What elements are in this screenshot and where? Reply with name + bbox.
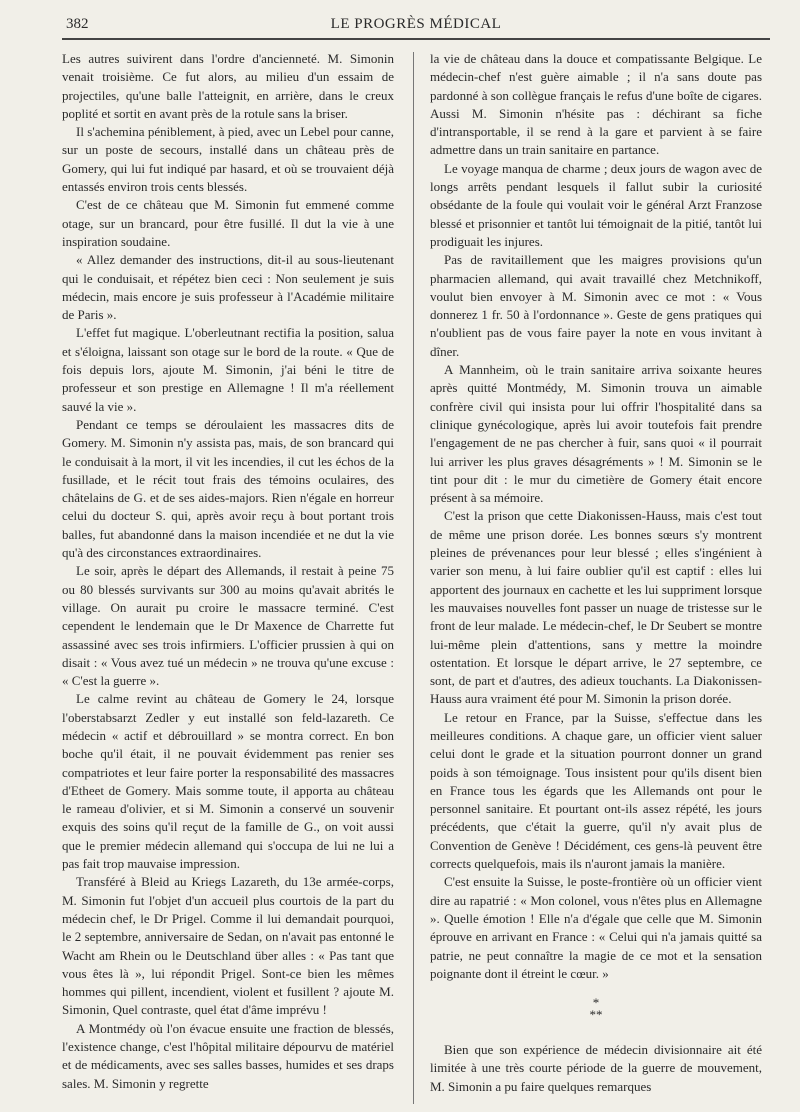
paragraph: « Allez demander des instructions, dit-il au sous-lieutenant qui le conduisait, et répétez bien ceci : Non seulement je suis médecin, mais encore je suis professeur à l'Académie militaire de Paris ». (62, 252, 394, 323)
paragraph: Le calme revint au château de Gomery le 24, lorsque l'oberstabsarzt Zedler y eut installé son feld-lazareth. Ce médecin « actif et débrouillard » se montra correct. En bon boche qu'il était, il ne pouvait évidemment pas renier ses compatriotes et leur faire porter la responsabilité des massacres d'Etheet de Gomery. Mais somme toute, il apporta au château le rameau d'olivier, et si M. Simonin a conservé un souvenir exquis des soins qu'il reçut de la famille de G., on voit aussi que le premier médecin allemand qui s'occupa de lui ne lui a pas fait trop mauvaise impression. (62, 691, 394, 872)
paragraph: Transféré à Bleid au Kriegs Lazareth, du 13e armée-corps, M. Simonin fut l'objet d'un accueil plus courtois de la part du médecin chef, le Dr Prigel. Comme il lui demandait pourquoi, le 2 septembre, anniversaire de Sedan, on n'avait pas entonné le Wacht am Rhein ou le Deutschland über alles : « Pas tant que vous êtes là », lui répondit Prigel. Sont-ce bien les mêmes hommes qui pillent, incendient, violent et fusillent ? ajoute M. Simonin, Quel contraste, quel état d'âme imprévu ! (62, 874, 394, 1018)
paragraph: A Montmédy où l'on évacue ensuite une fraction de blessés, l'existence change, c'est l'hôpital militaire dépourvu de matériel et de médicaments, avec ses salles basses, humides et ses draps sales. M. Simonin y regrette (62, 1020, 394, 1091)
paragraph: A Mannheim, où le train sanitaire arriva soixante heures après quitté Montmédy, M. Simonin trouva un aimable confrère civil qui insista pour lui offrir l'hospitalité dans sa clinique gynécologique, après lui avoir toutefois fait prendre l'engagement de ne pas chercher à fuir, sans quoi « il pourrait lui arriver les plus graves désagréments » ! M. Simonin se le tint pour dit : le mur du cimetière de Gomery était encore présent à sa mémoire. (430, 362, 762, 506)
paragraph: Il s'achemina péniblement, à pied, avec un Lebel pour canne, sur un poste de secours, installé dans un château près de Gomery, qui lui fut indiqué par hasard, et où se trouvaient déjà entassés environ trois cents blessés. (62, 124, 394, 195)
paragraph: Le retour en France, par la Suisse, s'effectue dans les meilleures conditions. A chaque gare, un officier vient saluer celui dont le grade et la situation pourront donner un grand poids à son témoignage. Tous insistent pour qu'ils disent bien en France tous les égards que les Allemands ont pour le personnel sanitaire. Et pourtant ont-ils assez répété, les jours précédents, que c'était la guerre, qu'il n'y avait plus de Convention de Genève ! Décidément, ces gens-là peuvent être corrects quelquefois, mais ils n'auront jamais la manière. (430, 709, 762, 872)
paragraph: C'est la prison que cette Diakonissen-Hauss, mais c'est tout de même une prison dorée. Les bonnes sœurs s'y montrent pleines de prévenances pour leur blessé ; elles s'ingénient à varier son menu, à lui faire oublier qu'il est captif : elles lui apportent des journaux en cachette et les lui suppriment lorsque les mauvaises nouvelles font passer un nuage de tristesse sur le front de leur malade. Le médecin-chef, le Dr Seubert se montre lui-même plein d'attentions, sans y mettre la moindre ostentation. Et lorsque le départ arrive, le 27 septembre, ce sont, de part et d'autres, des adieux touchants. La Diakonissen-Hauss aura vraiment été pour M. Simonin la prison dorée. (430, 508, 762, 707)
page-header (62, 12, 770, 40)
asterism-top: * (592, 995, 600, 1011)
paragraph: Le voyage manqua de charme ; deux jours de wagon avec de longs arrêts pendant lesquels il fallut subir la curiosité obsédante de la foule qui voulait voir le général Arzt Franzose blessé et prisonnier et tantôt lui témoignait de la pitié, tantôt lui prodiguait les injures. (430, 160, 762, 249)
paragraph: Pas de ravitaillement que les maigres provisions qu'un pharmacien allemand, qui avait travaillé chez Metchnikoff, voulut bien envoyer à M. Simonin avec ce mot : « Vous donnerez 1 fr. 50 à l'ordonnance ». Geste de gens pratiques qui n'oublient pas de vous faire payer la note en vous invitant à dîner. (430, 252, 762, 359)
column-divider (413, 52, 414, 1104)
paragraph: la vie de château dans la douce et compatissante Belgique. Le médecin-chef n'est guère aimable ; il n'a sans doute pas pardonné à son collègue français le refus d'une boîte de cigares. Aussi M. Simonin n'hésite pas : déchirant sa fiche d'intransportable, il se rend à la gare et parvient à se faire admettre dans un train sanitaire en partance. (430, 51, 762, 158)
right-column (430, 50, 762, 1096)
asterism-bottom: ** (589, 1007, 603, 1023)
paragraph: L'effet fut magique. L'oberleutnant rectifia la position, salua et s'éloigna, laissant son otage sur le bord de la route. « Que de fois depuis lors, ajoute M. Simonin, j'ai béni le titre de professeur et son prestige en Allemagne ! Il m'a réellement sauvé la vie ». (62, 325, 394, 414)
paragraph: Les autres suivirent dans l'ordre d'ancienneté. M. Simonin venait troisième. Ce fut alors, au milieu d'un essaim de projectiles, qu'une balle l'atteignit, en arrière, dans le creux poplité et sortit en avant près de la rotule sans la briser. (62, 51, 394, 121)
journal-title: LE PROGRÈS MÉDICAL (330, 16, 502, 32)
paragraph: C'est de ce château que M. Simonin fut emmené comme otage, sur un brancard, pour être fusillé. Il dut la vie à une inspiration soudaine. (62, 197, 394, 249)
section-asterism (430, 997, 762, 1021)
paragraph: Pendant ce temps se déroulaient les massacres dits de Gomery. M. Simonin n'y assista pas, mais, de son brancard qui le conduisait à la mort, il vit les incendies, il cut les échos de la fusillade, et le récit tout frais des témoins oculaires, des châtelains de G. et de ses aides-majors. Rien n'égale en horreur celui du docteur S. qui, après avoir reçu à bout portant trois balles, fut abandonné dans la maison incendiée et ne dut la vie qu'à des circonstances extraordinaires. (62, 416, 394, 561)
paragraph: Bien que son expérience de médecin divisionnaire ait été limitée à une très courte période de la guerre de mouvement, M. Simonin a pu faire quelques remarques (430, 1042, 762, 1094)
page-number: 382 (66, 16, 89, 32)
paragraph: Le soir, après le départ des Allemands, il restait à peine 75 ou 80 blessés survivants sur 300 au moins qu'avait abrités le village. On aurait pu croire le massacre terminé. C'est cependent le lendemain que le Dr Maxence de Charrette fut assassiné avec ses trois infirmiers. L'officier prussien à qui on disait : « Vous avez tué un médecin » ne trouva qu'une excuse : « C'est la guerre ». (62, 563, 394, 689)
paragraph: C'est ensuite la Suisse, le poste-frontière où un officier vient dire au rapatrié : « Mon colonel, vous n'êtes plus en Allemagne ». Quelle émotion ! Elle n'a d'égale que celle que M. Simonin éprouve en arrivant en France : « Celui qui n'a jamais quitté sa patrie, ne peut connaître la magie de ce mot et la sensation poignante dont il étreint le cœur. » (430, 874, 762, 981)
left-column (62, 50, 394, 1093)
